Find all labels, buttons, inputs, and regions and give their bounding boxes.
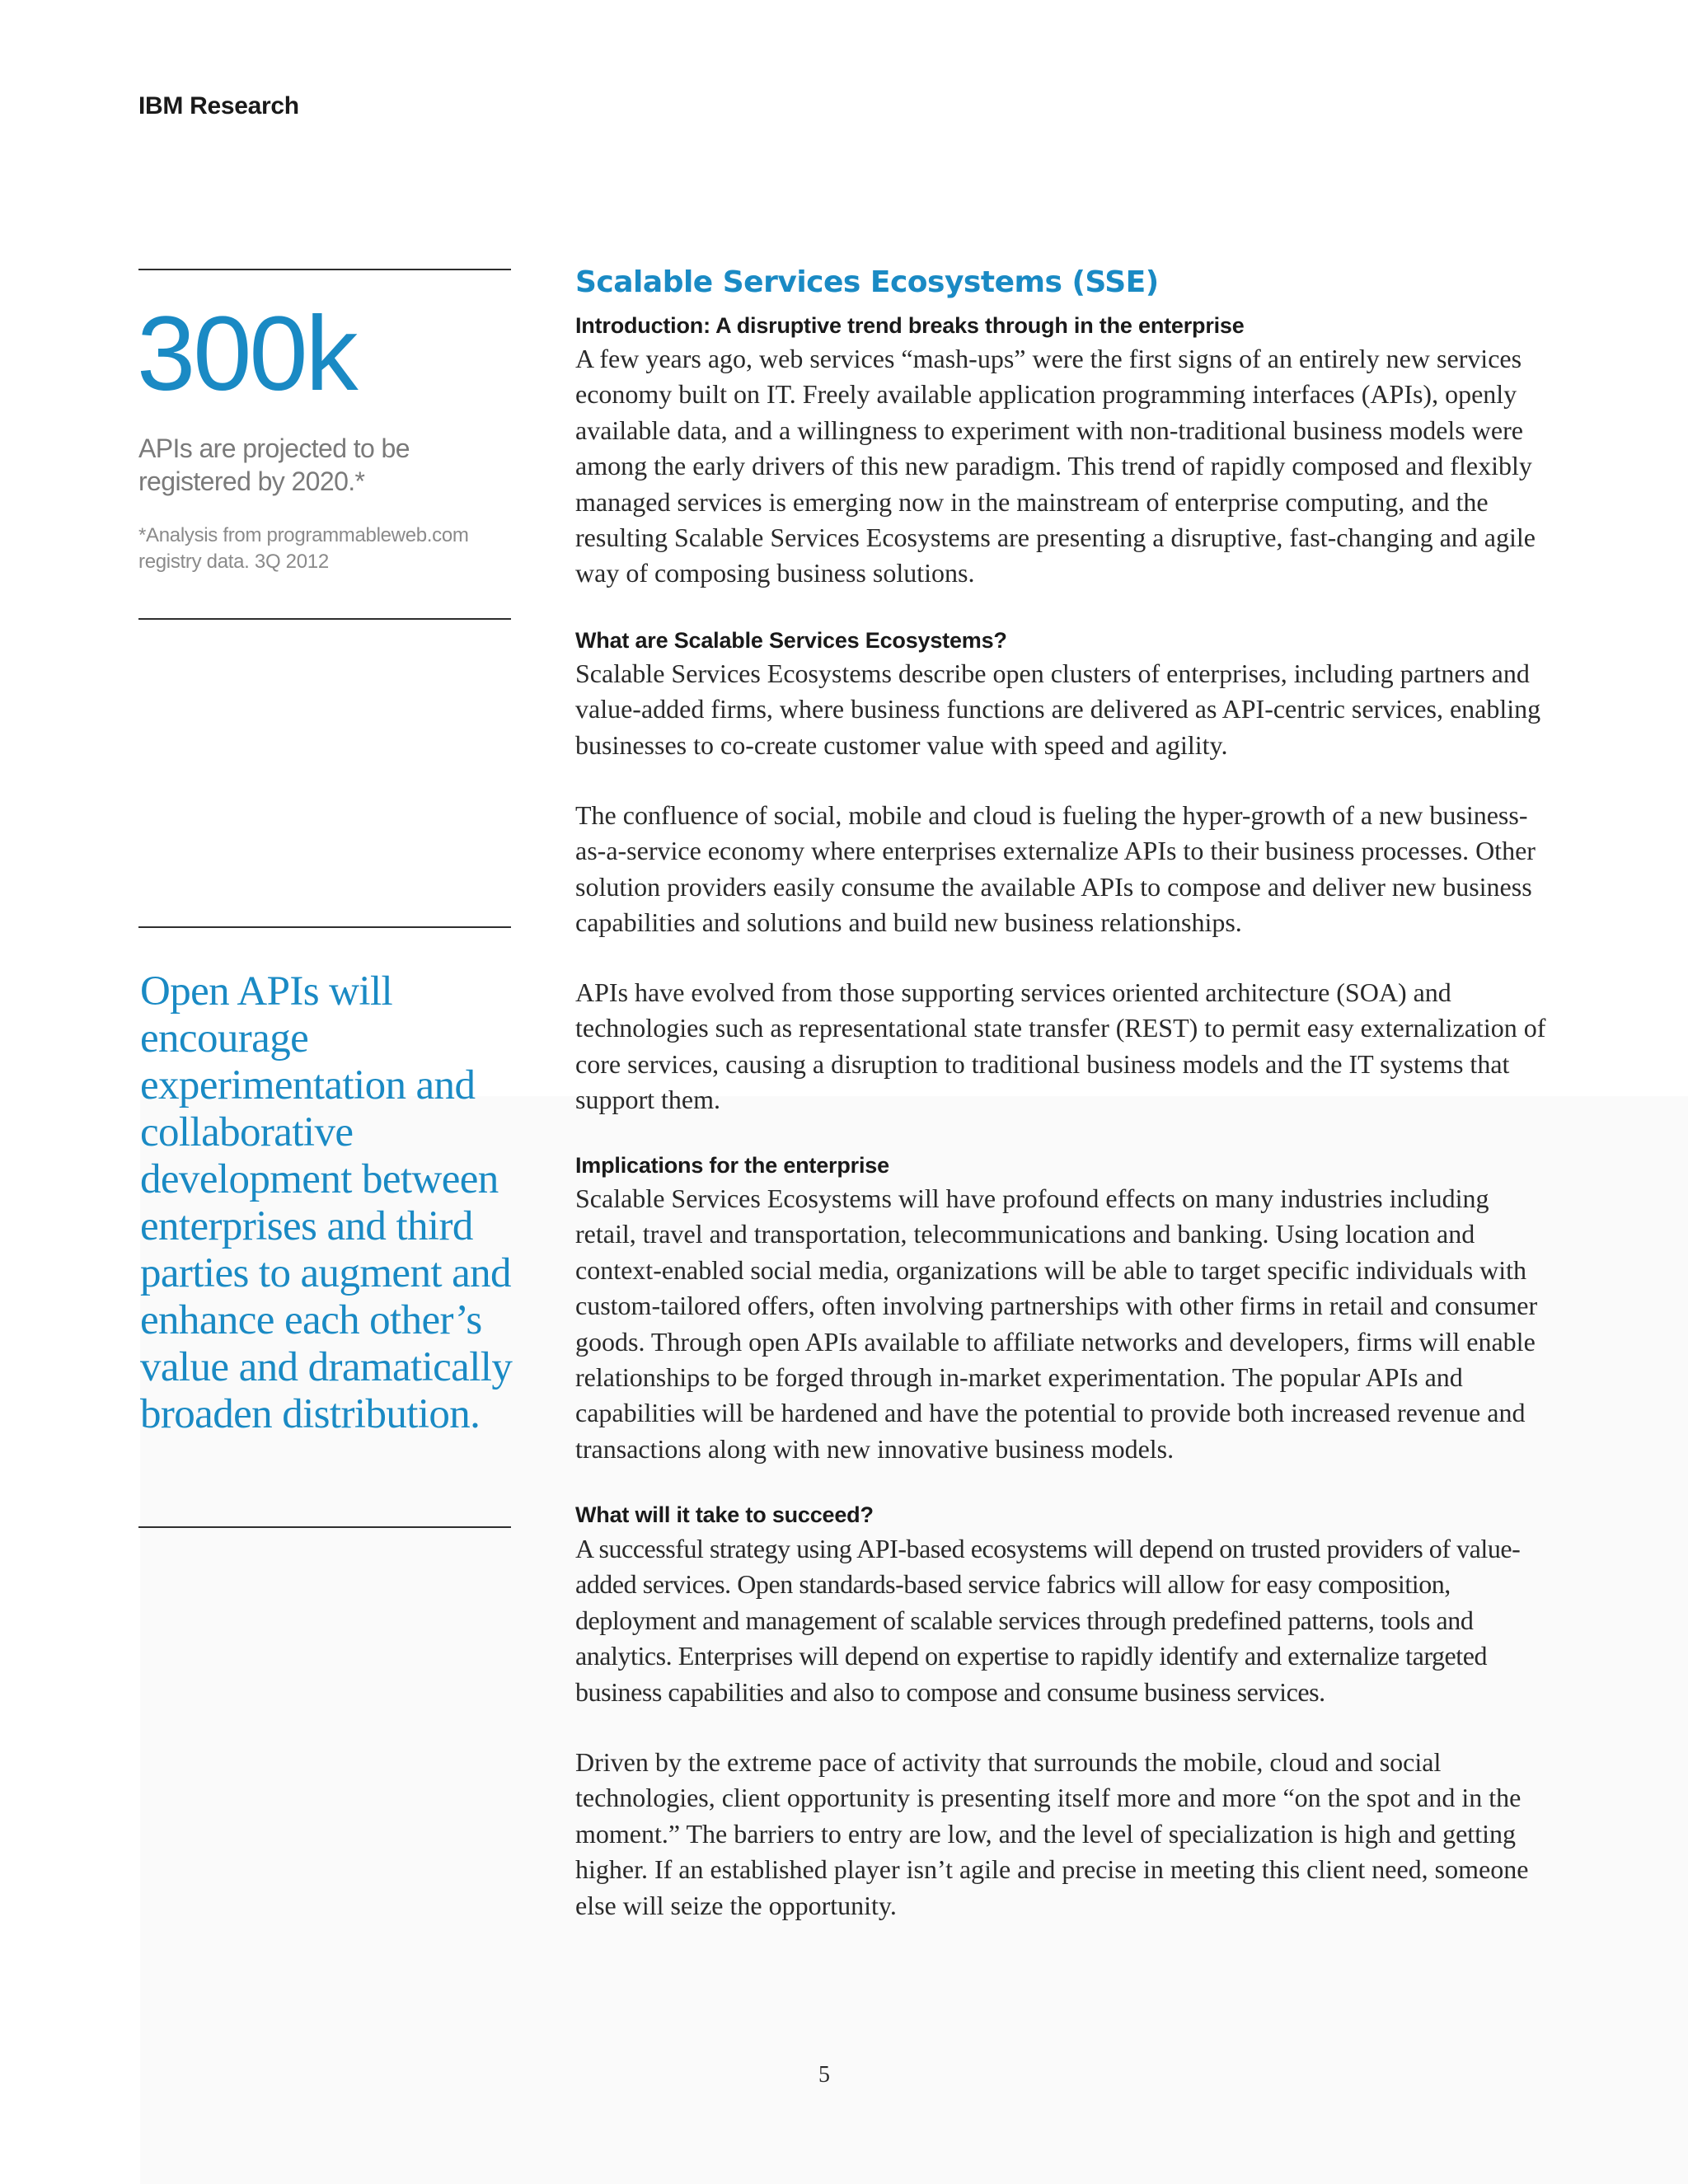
section-heading-implications: Implications for the enterprise (575, 1153, 889, 1178)
stat-caption: APIs are projected to be registered by 2020.* (138, 434, 410, 496)
sidebar-rule-mid (138, 618, 511, 620)
paragraph-introduction: A few years ago, web services “mash-ups” were the first signs of an entirely new services economy built on IT. Freely available application programming interfaces (APIs), openly available data, and a willingness to experiment with non-traditional business models were among the early drivers of this new paradigm. This trend of rapidly composed and flexibly managed services is emerging now in the mainstream of enterprise computing, and the resulting Scalable Services Ecosystems are presenting a disruptive, fast-changing and agile way of composing business solutions. (575, 344, 1536, 588)
section-heading-introduction: Introduction: A disruptive trend breaks through in the enterprise (575, 313, 1245, 338)
section-heading-what-are-sse: What are Scalable Services Ecosystems? (575, 628, 1007, 653)
quote-rule-bottom (138, 1526, 511, 1528)
paragraph-what-are-sse-1: Scalable Services Ecosystems describe open clusters of enterprises, including partners and value-added firms, where business functions are delivered as API-centric services, enabling businesses to co-create customer value with speed and agility. (575, 658, 1541, 760)
paragraph-implications: Scalable Services Ecosystems will have profound effects on many industries including retail, travel and transportation, telecommunications and banking. Using location and context-enabled social media, organizations will be able to target specific individuals with custom-tailored offers, often involving partnerships with other firms in retail and consumer goods. Through open APIs available to affiliate networks and developers, firms will enable relationships to be forged through in-market experimentation. The popular APIs and capabilities will be hardened and have the potential to provide both increased revenue and transactions along with new innovative business models. (575, 1183, 1538, 1464)
paragraph-what-are-sse-3: APIs have evolved from those supporting services oriented architecture (SOA) and technologies such as representational state transfer (REST) to permit easy externalization of core services, causing a disruption to traditional business models and the IT systems that support them. (575, 977, 1546, 1115)
header-brand: IBM Research (138, 92, 299, 120)
paragraph-succeed-1: A successful strategy using API-based ecosystems will depend on trusted providers of value-added services. Open standards-based service fabrics will allow for easy composition, deployment and management of scalable services through predefined patterns, tools and analytics. Enterprises will depend on expertise to rapidly identify and externalize targeted business capabilities and also to compose and consume business services. (575, 1534, 1521, 1707)
pull-quote: Open APIs will encourage experimentation and collaborative development between enterprises and third parties to augment and enhance each other’s value and dramatically broaden distribution. (140, 968, 513, 1437)
paragraph-succeed-2: Driven by the extreme pace of activity that surrounds the mobile, cloud and social technologies, client opportunity is presenting itself more and more “on the spot and in the moment.” The barriers to entry are low, and the level of specialization is high and getting higher. If an established player isn’t agile and precise in meeting this client need, someone else will seize the opportunity. (575, 1747, 1529, 1920)
page-title: Scalable Services Ecosystems (SSE) (575, 265, 1159, 299)
page-number: 5 (818, 2062, 830, 2088)
section-heading-succeed: What will it take to succeed? (575, 1502, 874, 1527)
quote-rule-top (138, 926, 511, 928)
stat-footnote: *Analysis from programmableweb.com registry data. 3Q 2012 (138, 524, 469, 573)
sidebar-rule-top (138, 269, 511, 270)
stat-value: 300k (137, 295, 356, 413)
paragraph-what-are-sse-2: The confluence of social, mobile and cloud is fueling the hyper-growth of a new business-as-a-service economy where enterprises externalize APIs to their business processes. Other solution providers easily consume the available APIs to compose and deliver new business capabilities and solutions and build new business relationships. (575, 800, 1536, 938)
